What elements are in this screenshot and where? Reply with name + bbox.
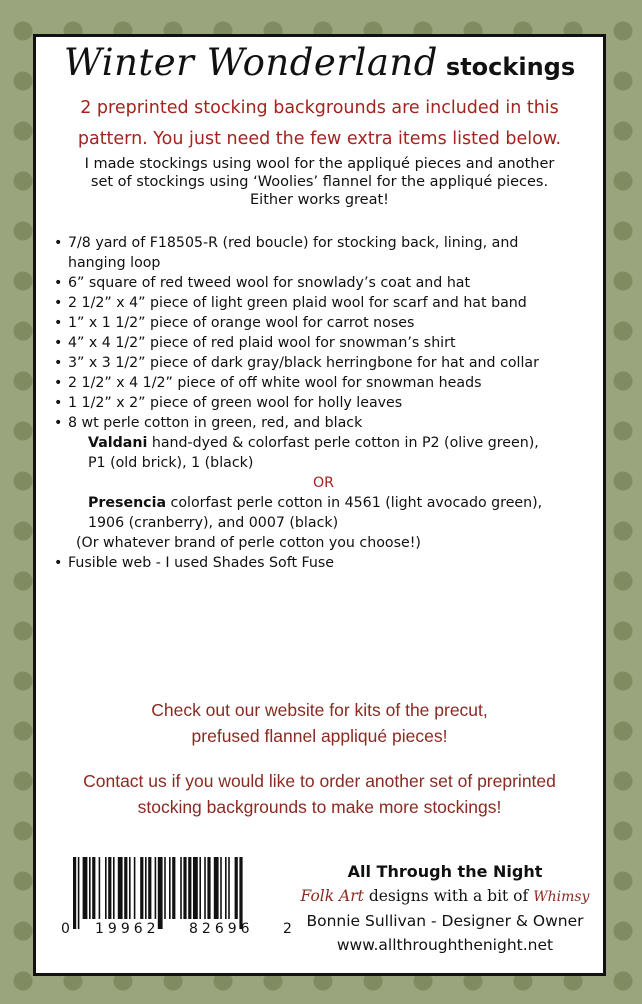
or-divider: OR bbox=[312, 475, 335, 491]
supply-item-fusible: • Fusible web - I used Shades Soft Fuse bbox=[54, 553, 593, 573]
promo-line: Check out our website for kits of the precut, bbox=[151, 700, 488, 720]
barcode-bar bbox=[169, 857, 171, 919]
intro-line: Either works great! bbox=[250, 192, 389, 208]
barcode-bar bbox=[89, 857, 91, 919]
supply-item: • 8 wt perle cotton in green, red, and black bbox=[54, 413, 593, 433]
tagline-middle: designs with a bit of bbox=[363, 887, 534, 905]
barcode-bar bbox=[193, 857, 198, 919]
subtitle bbox=[36, 93, 603, 155]
barcode-bar bbox=[73, 857, 76, 929]
contact-promo bbox=[36, 768, 603, 820]
brand-name: All Through the Night bbox=[347, 862, 543, 881]
barcode-bar bbox=[155, 857, 157, 919]
valdani-desc: hand-dyed & colorfast perle cotton in P2 (olive green), bbox=[147, 435, 539, 451]
barcode-bar bbox=[108, 857, 111, 919]
barcode-bar bbox=[148, 857, 151, 919]
barcode-bar bbox=[172, 857, 175, 919]
barcode-bar bbox=[158, 857, 163, 929]
title-plain: stockings bbox=[445, 53, 576, 81]
barcode-group-left: 19962 bbox=[95, 921, 160, 937]
barcode-bar bbox=[83, 857, 88, 919]
barcode bbox=[57, 855, 295, 937]
presencia-colors: 1906 (cranberry), and 0007 (black) bbox=[88, 515, 339, 531]
barcode-bar bbox=[113, 857, 115, 919]
intro-line: I made stockings using wool for the appliqué pieces and another bbox=[84, 156, 555, 172]
tagline-folk-art: Folk Art bbox=[300, 887, 364, 905]
barcode-bar bbox=[225, 857, 227, 919]
thread-option-valdani bbox=[54, 433, 593, 453]
brand-block bbox=[292, 860, 598, 957]
promo-line: stocking backgrounds to make more stockings! bbox=[137, 797, 502, 817]
barcode-bar bbox=[124, 857, 127, 919]
barcode-bar bbox=[140, 857, 143, 919]
barcode-bars bbox=[73, 857, 243, 929]
pattern-card bbox=[33, 34, 606, 976]
intro-line: set of stockings using ‘Woolies’ flannel for the appliqué pieces. bbox=[90, 174, 549, 190]
title-script: Winter Wonderland bbox=[63, 41, 438, 84]
tagline-whimsy: Whimsy bbox=[533, 889, 590, 905]
thread-note: (Or whatever brand of perle cotton you choose!) bbox=[76, 535, 421, 551]
subtitle-line: 2 preprinted stocking backgrounds are included in this bbox=[80, 98, 559, 118]
barcode-bar bbox=[204, 857, 206, 919]
brand-valdani: Valdani bbox=[88, 435, 148, 451]
barcode-bar bbox=[99, 857, 101, 919]
barcode-bar bbox=[134, 857, 136, 919]
presencia-desc: colorfast perle cotton in 4561 (light avocado green), bbox=[166, 495, 543, 511]
brand-presencia: Presencia bbox=[88, 495, 167, 511]
barcode-bar bbox=[180, 857, 182, 919]
barcode-bar bbox=[129, 857, 131, 919]
valdani-colors: P1 (old brick), 1 (black) bbox=[88, 455, 254, 471]
supply-item: • 1” x 1 1/2” piece of orange wool for carrot noses bbox=[54, 313, 593, 333]
barcode-bar bbox=[118, 857, 123, 919]
subtitle-line: pattern. You just need the few extra items listed below. bbox=[77, 129, 562, 149]
supply-item: • 7/8 yard of F18505-R (red boucle) for stocking back, lining, and hanging loop bbox=[54, 233, 593, 273]
supply-item: • 1 1/2” x 2” piece of green wool for holly leaves bbox=[54, 393, 593, 413]
barcode-group-right: 82696 bbox=[189, 921, 254, 937]
thread-option-presencia bbox=[54, 493, 593, 513]
barcode-bar bbox=[235, 857, 238, 919]
title bbox=[36, 41, 603, 84]
barcode-bar bbox=[145, 857, 147, 919]
supply-item: • 6” square of red tweed wool for snowlady’s coat and hat bbox=[54, 273, 593, 293]
barcode-bar bbox=[239, 857, 242, 929]
barcode-bar bbox=[220, 857, 222, 919]
promo-line: Contact us if you would like to order another set of preprinted bbox=[83, 771, 556, 791]
barcode-bar bbox=[214, 857, 219, 919]
barcode-bar bbox=[183, 857, 186, 919]
barcode-bar bbox=[92, 857, 95, 919]
barcode-digit-right: 2 bbox=[283, 921, 292, 937]
supply-item: • 4” x 4 1/2” piece of red plaid wool for snowman’s shirt bbox=[54, 333, 593, 353]
barcode-digit-left: 0 bbox=[61, 921, 70, 937]
brand-url: www.allthroughthenight.net bbox=[336, 936, 554, 954]
barcode-bar bbox=[164, 857, 166, 919]
barcode-bar bbox=[228, 857, 230, 919]
barcode-bar bbox=[199, 857, 201, 919]
brand-tagline bbox=[292, 884, 598, 909]
barcode-bar bbox=[105, 857, 107, 919]
intro-text bbox=[36, 155, 603, 209]
barcode-bar bbox=[78, 857, 80, 929]
supply-item: • 2 1/2” x 4” piece of light green plaid wool for scarf and hat band bbox=[54, 293, 593, 313]
brand-owner: Bonnie Sullivan - Designer & Owner bbox=[306, 912, 584, 930]
supply-item: • 2 1/2” x 4 1/2” piece of off white wool for snowman heads bbox=[54, 373, 593, 393]
promo-line: prefused flannel appliqué pieces! bbox=[191, 726, 448, 746]
barcode-bar bbox=[188, 857, 191, 919]
supply-item: • 3” x 3 1/2” piece of dark gray/black herringbone for hat and collar bbox=[54, 353, 593, 373]
barcode-bar bbox=[207, 857, 210, 919]
website-promo bbox=[36, 697, 603, 749]
supply-list bbox=[54, 233, 593, 573]
